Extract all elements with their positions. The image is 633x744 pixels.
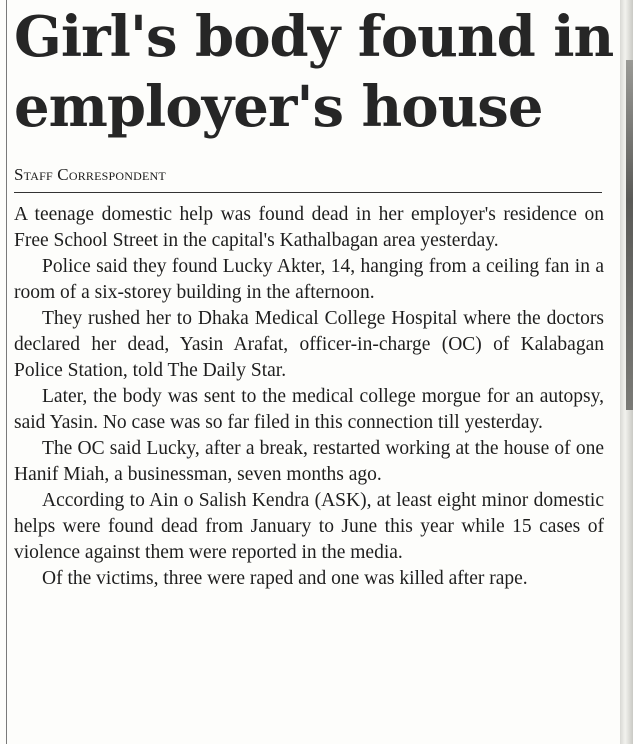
- headline-line-1: Girl's body found in: [14, 4, 614, 70]
- paragraph-4: Later, the body was sent to the medical college morgue for an autopsy, said Yasin. No case was so far filed in this connection till yesterday.: [14, 386, 604, 433]
- paragraph-2: Police said they found Lucky Akter, 14, hanging from a ceiling fan in a room of a six-storey building in the afternoon.: [14, 256, 604, 303]
- headline-line-2: employer's house: [14, 74, 543, 140]
- paragraph-3: They rushed her to Dhaka Medical College Hospital where the doctors declared her dead, Yasin Arafat, officer-in-charge (OC) of Kalabagan Police Station, told The Daily Star.: [14, 308, 604, 381]
- byline-divider: [14, 192, 602, 193]
- column-rule-left: [6, 0, 7, 744]
- article: [14, 0, 614, 592]
- byline: Staff Correspondent: [14, 165, 166, 184]
- adjacent-column-edge: [620, 0, 633, 744]
- paragraph-6: According to Ain o Salish Kendra (ASK), at least eight minor domestic helps were found dead from January to June this year while 15 cases of violence against them were reported in the media.: [14, 490, 604, 563]
- headline: [14, 0, 614, 142]
- adjacent-image-edge: [626, 60, 633, 410]
- paragraph-5: The OC said Lucky, after a break, restarted working at the house of one Hanif Miah, a businessman, seven months ago.: [14, 438, 604, 485]
- paragraph-1: A teenage domestic help was found dead in her employer's residence on Free School Street in the capital's Kathalbagan area yesterday.: [14, 204, 604, 251]
- paragraph-7: Of the victims, three were raped and one was killed after rape.: [42, 568, 528, 589]
- article-body: [14, 202, 604, 592]
